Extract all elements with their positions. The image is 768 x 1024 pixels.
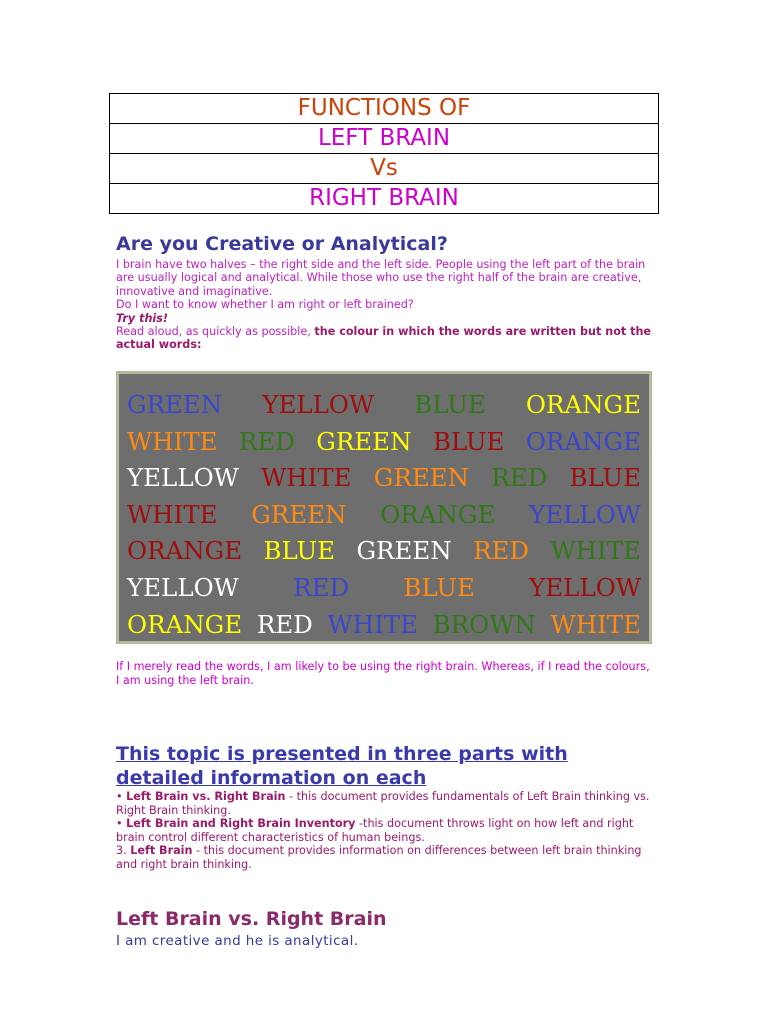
stroop-word: WHITE [261,463,352,493]
stroop-row [127,387,641,424]
stroop-word: GREEN [356,536,452,566]
stroop-row [127,607,641,644]
result-note: If I merely read the words, I am likely to be using the right brain. Whereas, if I read the colours, I am using the left brain. [116,660,650,687]
part-description: - this document provides fundamentals of Left Brain thinking vs. Right Brain thinking. [116,790,650,817]
stroop-word: RED [238,426,295,456]
stroop-row [127,570,641,607]
part-description: - this document provides information on differences between left brain thinking and right brain thinking. [116,844,642,871]
intro-text [116,258,656,352]
stroop-word: BLUE [263,536,336,566]
stroop-word: YELLOW [529,499,641,529]
stroop-word: YELLOW [529,572,641,602]
instruction-plain: Read aloud, as quickly as possible, [116,325,315,339]
part-description: -this document throws light on how left and right brain control different characteristics of human beings. [116,817,634,844]
stroop-word: ORANGE [525,390,641,419]
stroop-word: ORANGE [380,499,496,529]
section-heading: Left Brain vs. Right Brain [116,908,387,930]
intro-paragraph: I brain have two halves – the right side and the left side. People using the left part of the brain are usually logical and analytical. While those who use the right half of the brain are creative, innovative and imaginative. [116,258,646,298]
stroop-word: GREEN [251,499,347,529]
stroop-word: YELLOW [127,572,239,602]
stroop-row [127,497,641,534]
stroop-word: ORANGE [525,426,641,456]
stroop-color-test [116,371,652,644]
intro-question: Do I want to know whether I am right or left brained? [116,298,414,312]
stroop-word: WHITE [550,609,641,639]
stroop-word: RED [473,536,530,566]
instruction-bold: the colour in which the words are written but not the actual words: [116,325,652,352]
stroop-row [127,533,641,570]
stroop-word: GREEN [373,463,470,493]
stroop-word: GREEN [127,390,223,419]
stroop-word: RED [293,572,350,602]
stroop-word: WHITE [550,536,641,566]
stroop-word: ORANGE [127,536,243,566]
instruction [116,325,656,352]
stroop-word: BLUE [432,426,505,456]
stroop-word: BROWN [432,609,536,639]
part-title: Left Brain vs. Right Brain [126,790,286,803]
topic-heading-link[interactable]: This topic is presented in three parts with detailed information on each [116,743,568,789]
stroop-word: WHITE [327,609,418,639]
title-line-vs: Vs [110,154,659,184]
stroop-word: ORANGE [127,609,243,639]
stroop-word: BLUE [414,390,486,419]
stroop-row [127,424,641,461]
stroop-word: RED [256,609,313,639]
title-line-right-brain: RIGHT BRAIN [110,184,659,214]
list-marker: 3. [116,844,131,858]
stroop-word: WHITE [127,499,218,529]
question-heading: Are you Creative or Analytical? [116,233,448,255]
parts-list-item [116,790,656,817]
title-line-left-brain: LEFT BRAIN [110,124,659,154]
title-line-functions: FUNCTIONS OF [110,94,659,124]
stroop-word: YELLOW [127,463,239,493]
list-marker: • [116,790,127,803]
stroop-word: GREEN [316,426,412,456]
list-marker: • [116,817,127,831]
parts-list-item [116,817,656,844]
part-title: Left Brain [130,844,193,858]
section-subtitle: I am creative and he is analytical. [116,933,359,949]
stroop-word: WHITE [127,426,218,456]
stroop-word: BLUE [403,572,475,602]
parts-list [116,790,656,872]
parts-list-item [116,844,656,871]
stroop-word: RED [491,463,548,493]
try-this-label: Try this! [116,311,169,325]
title-table [109,93,659,214]
part-title: Left Brain and Right Brain Inventory [126,817,356,831]
stroop-word: YELLOW [262,390,375,419]
stroop-row [127,460,641,497]
stroop-word: BLUE [569,463,641,493]
